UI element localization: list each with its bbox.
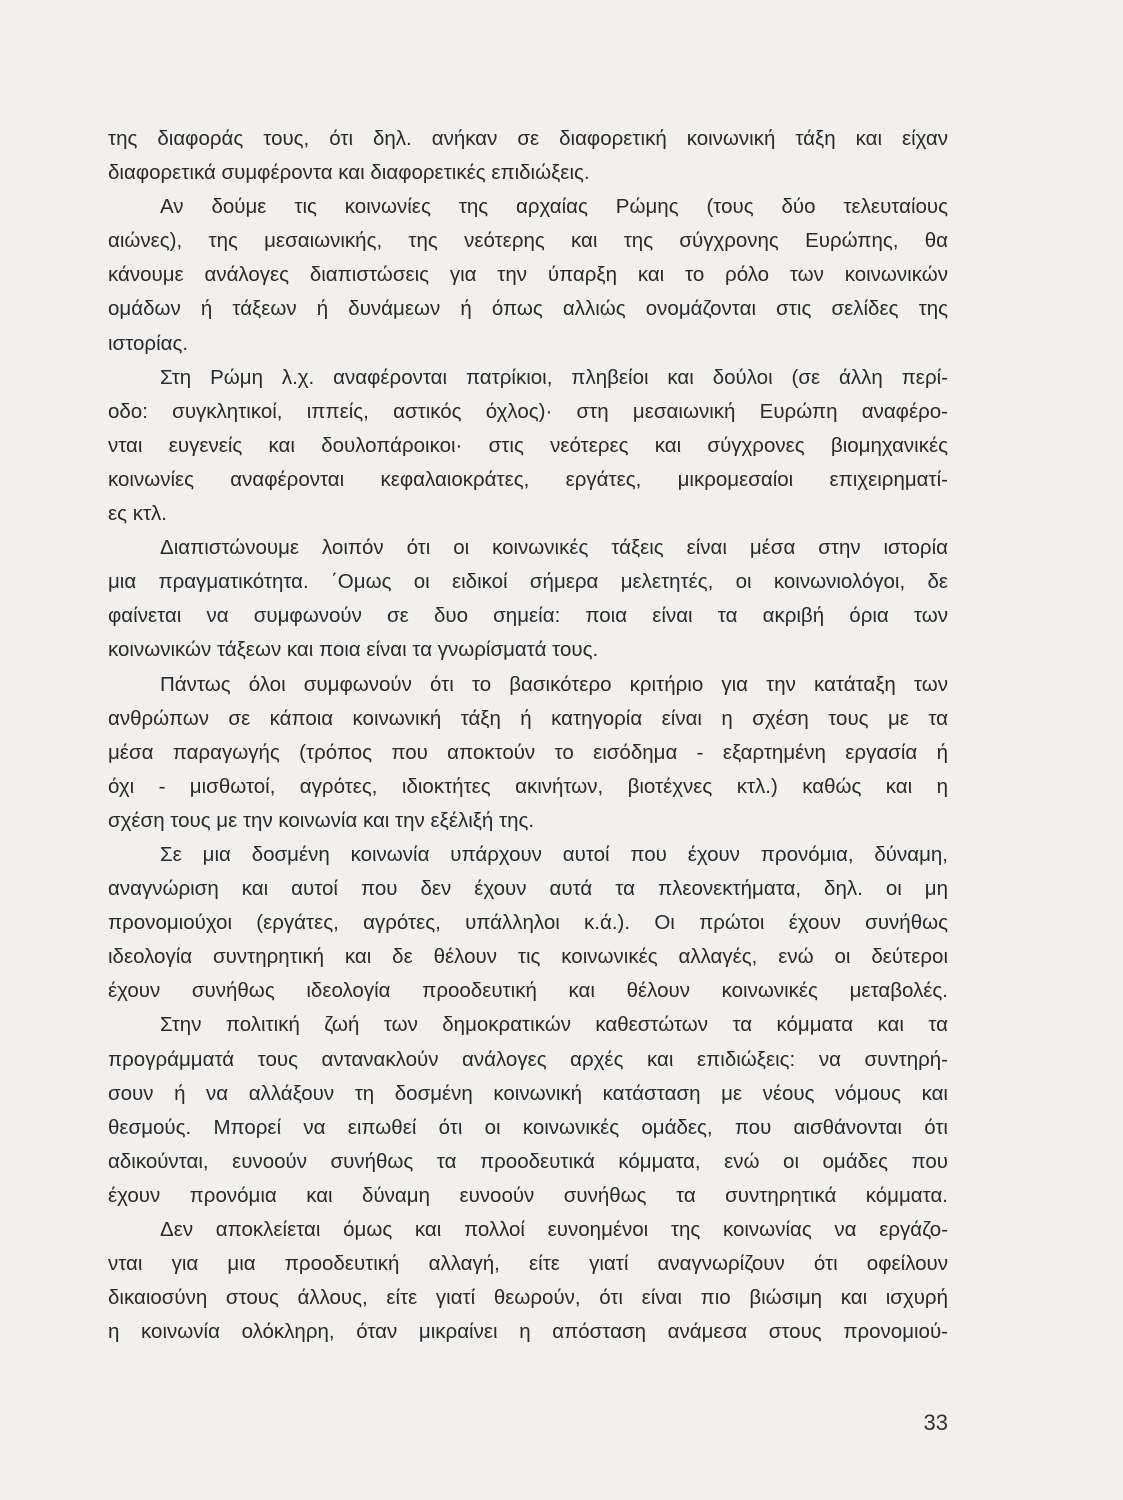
text-line: ιστορίας. <box>108 331 189 355</box>
text-line: ιδεολογία συντηρητική και δε θέλουν τις κοινωνικές αλλαγές, ενώ οι δεύτεροι <box>108 945 948 969</box>
text-line: κοινωνίες αναφέρονται κεφαλαιοκράτες, εργάτες, μικρομεσαίοι επιχειρηματί- <box>108 467 948 491</box>
text-line: ομάδων ή τάξεων ή δυνάμεων ή όπως αλλιώς ονομάζονται στις σελίδες της <box>108 297 948 321</box>
text-line: η κοινωνία ολόκληρη, όταν μικραίνει η απόσταση ανάμεσα στους προνομιού- <box>108 1320 948 1344</box>
text-line: προνομιούχοι (εργάτες, αγρότες, υπάλληλοι κ.ά.). Οι πρώτοι έχουν συνήθως <box>108 911 948 935</box>
text-line: φαίνεται να συμφωνούν σε δυο σημεία: ποια είναι τα ακριβή όρια των <box>108 604 948 628</box>
text-line: αδικούνται, ευνοούν συνήθως τα προοδευτικά κόμματα, ενώ οι ομάδες που <box>108 1149 948 1173</box>
text-line: έχουν προνόμια και δύναμη ευνοούν συνήθως τα συντηρητικά κόμματα. <box>108 1183 948 1207</box>
text-line: Στη Ρώμη λ.χ. αναφέρονται πατρίκιοι, πληβείοι και δούλοι (σε άλλη περί- <box>160 365 948 389</box>
text-line: διαφορετικά συμφέροντα και διαφορετικές επιδιώξεις. <box>108 161 590 185</box>
text-line: της διαφοράς τους, ότι δηλ. ανήκαν σε διαφορετική κοινωνική τάξη και είχαν <box>108 127 948 150</box>
text-line: σουν ή να αλλάξουν τη δοσμένη κοινωνική κατάσταση με νέους νόμους και <box>108 1081 948 1105</box>
text-line: Σε μια δοσμένη κοινωνία υπάρχουν αυτοί που έχουν προνόμια, δύναμη, <box>160 842 948 866</box>
text-line: σχέση τους με την κοινωνία και την εξέλιξή της. <box>108 808 535 832</box>
text-line: θεσμούς. Μπορεί να ειπωθεί ότι οι κοινωνικές ομάδες, που αισθάνονται ότι <box>108 1115 948 1139</box>
text-line: Δεν αποκλείεται όμως και πολλοί ευνοημένοι της κοινωνίας να εργάζο- <box>160 1218 948 1241</box>
text-line: αιώνες), της μεσαιωνικής, της νεότερης και της σύγχρονης Ευρώπης, θα <box>108 229 948 253</box>
text-line: ανθρώπων σε κάποια κοινωνική τάξη ή κατηγορία είναι η σχέση τους με τα <box>108 706 948 730</box>
body-text <box>108 122 948 1349</box>
text-line: όχι - μισθωτοί, αγρότες, ιδιοκτήτες ακινήτων, βιοτέχνες κτλ.) καθώς και η <box>108 774 948 798</box>
text-line: Πάντως όλοι συμφωνούν ότι το βασικότερο κριτήριο για την κατάταξη των <box>160 672 948 696</box>
text-line: δικαιοσύνη στους άλλους, είτε γιατί θεωρούν, ότι είναι πιο βιώσιμη και ισχυρή <box>108 1286 948 1310</box>
text-line: Διαπιστώνουμε λοιπόν ότι οι κοινωνικές τάξεις είναι μέσα στην ιστορία <box>160 536 948 560</box>
text-line: αναγνώριση και αυτοί που δεν έχουν αυτά τα πλεονεκτήματα, δηλ. οι μη <box>108 877 948 901</box>
text-line: οδο: συγκλητικοί, ιππείς, αστικός όχλος)· στη μεσαιωνική Ευρώπη αναφέρο- <box>108 399 948 423</box>
text-line: Στην πολιτική ζωή των δημοκρατικών καθεστώτων τα κόμματα και τα <box>160 1013 948 1037</box>
text-line: ες κτλ. <box>108 502 168 526</box>
page-number: 33 <box>923 1410 948 1435</box>
text-line: Αν δούμε τις κοινωνίες της αρχαίας Ρώμης (τους δύο τελευταίους <box>160 195 948 219</box>
text-line: μια πραγματικότητα. ΄Ομως οι ειδικοί σήμερα μελετητές, οι κοινωνιολόγοι, δε <box>108 570 948 594</box>
text-line: κάνουμε ανάλογες διαπιστώσεις για την ύπαρξη και το ρόλο των κοινωνικών <box>108 263 948 287</box>
text-line: μέσα παραγωγής (τρόπος που αποκτούν το εισόδημα - εξαρτημένη εργασία ή <box>108 740 948 764</box>
text-line: νται για μια προοδευτική αλλαγή, είτε γιατί αναγνωρίζουν ότι οφείλουν <box>108 1252 948 1276</box>
text-line: προγράμματά τους αντανακλούν ανάλογες αρχές και επιδιώξεις: να συντηρή- <box>108 1047 948 1071</box>
text-line: κοινωνικών τάξεων και ποια είναι τα γνωρίσματά τους. <box>108 638 599 662</box>
text-line: νται ευγενείς και δουλοπάροικοι· στις νεότερες και σύγχρονες βιομηχανικές <box>108 433 948 457</box>
text-line: έχουν συνήθως ιδεολογία προοδευτική και θέλουν κοινωνικές μεταβολές. <box>108 979 948 1003</box>
